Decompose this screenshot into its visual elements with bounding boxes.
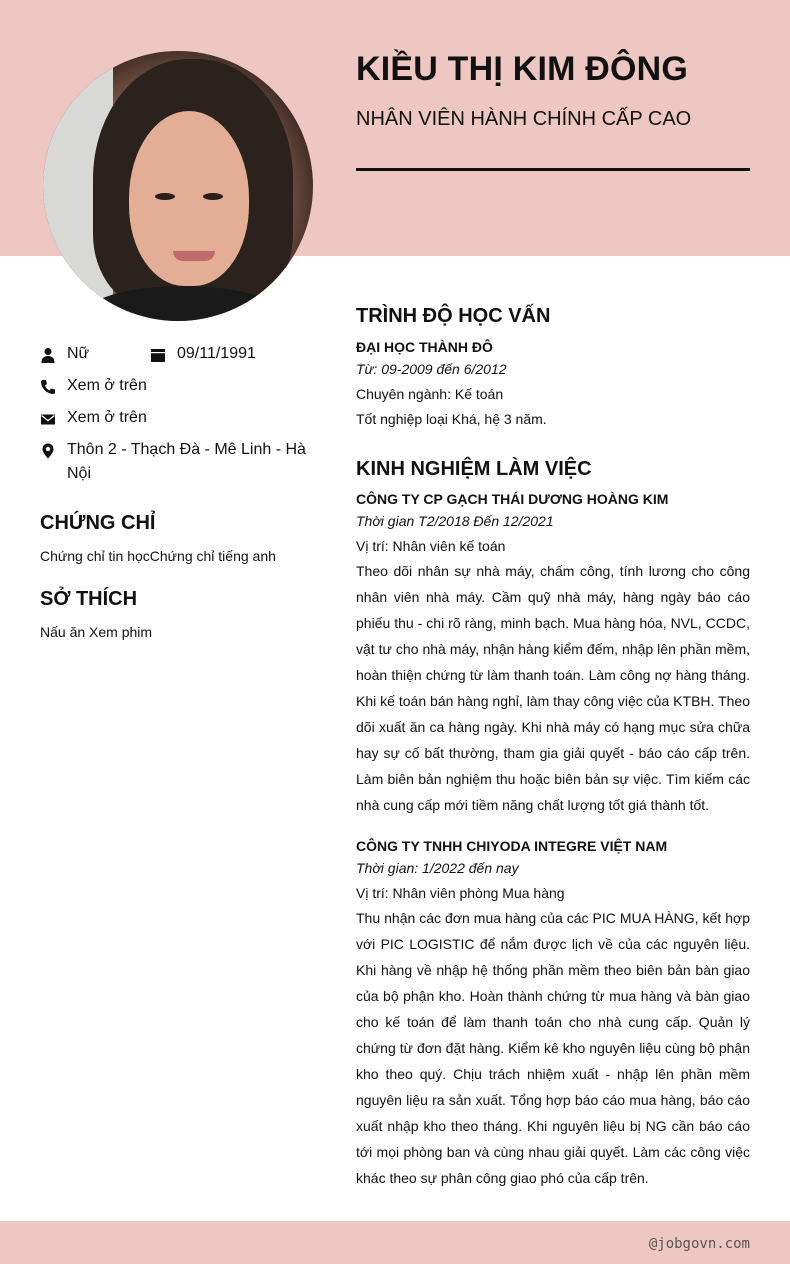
job-title: NHÂN VIÊN HÀNH CHÍNH CẤP CAO [356,108,692,130]
experience-section [356,458,750,1191]
calendar-icon [150,347,166,363]
education-heading: TRÌNH ĐỘ HỌC VẤN [356,305,551,327]
hobbies-text: Nấu ăn Xem phim [40,624,153,640]
education-period: Từ: 09-2009 đến 6/2012 [356,361,507,377]
phone-row [40,377,147,398]
footer-watermark: @jobgovn.com [648,1236,750,1252]
job-period: Thời gian: 1/2022 đến nay [356,860,519,876]
job-description: Theo dõi nhân sự nhà máy, chấm công, tính lương cho công nhân viên nhà máy. Cầm quỹ nhà máy, hàng ngày báo cáo phiếu thu - chi rõ ràng, minh bạch. Mua hàng hóa, NVL, CCDC, vật tư cho nhà máy, nhận hàng kiểm đếm, nhập lên phần mềm, hoàn thiện chứng từ làm thanh toán. Làm công nợ hàng tháng. Khi kế toán bán hàng nghỉ, làm thay công việc của KTBH. Theo dõi xuất ăn ca hàng ngày. Khi nhà máy có hạng mục sửa chữa hay sự cố bất thường, tham gia giải quyết - báo cáo cấp trên. Làm biên bản nghiệm thu hoặc biên bản sự việc. Tìm kiếm các nhà cung cấp mới tiềm năng chất lượng tốt giá thành tốt. [356,563,750,813]
birthdate-row [150,345,256,366]
address-value: Thôn 2 - Thạch Đà - Mê Linh - Hà Nội [67,441,306,482]
job-position: Vị trí: Nhân viên phòng Mua hàng [356,885,565,901]
email-row [40,409,147,430]
profile-photo [43,51,313,321]
address-row [40,441,310,486]
candidate-name: KIỀU THỊ KIM ĐÔNG [356,50,689,88]
hobbies-heading: SỞ THÍCH [40,588,138,610]
title-divider [356,168,750,171]
job-position: Vị trí: Nhân viên kế toán [356,538,506,554]
education-note: Tốt nghiệp loại Khá, hệ 3 năm. [356,411,547,427]
job-entry [356,838,750,1191]
education-section [356,305,750,427]
person-icon [40,347,56,363]
education-major: Chuyên ngành: Kế toán [356,386,504,402]
location-pin-icon [40,443,56,459]
email-icon [40,411,56,427]
job-description: Thu nhận các đơn mua hàng của các PIC MUA HÀNG, kết hợp với PIC LOGISTIC để nắm được lịch về của các nguyên liệu. Khi hàng về nhập hệ thống phần mềm theo biên bản bàn giao của bộ phận kho. Hoàn thành chứng từ mua hàng và bàn giao cho kế toán để làm thanh toán cho nhà cung cấp. Quản lý chứng từ đơn đặt hàng. Kiểm kê kho nguyên liệu cùng bộ phận kho theo quý. Chịu trách nhiệm xuất - nhập lên phần mềm nguyên liệu ra sản xuất. Tổng hợp báo cáo mua hàng, báo cáo xuất nhập kho theo tháng. Khi nguyên liệu bị NG cần báo cáo tới mọi phòng ban và cùng nhau giải quyết. Làm các công việc khác theo sự phân công giao phó của cấp trên. [356,910,750,1186]
email-value: Xem ở trên [67,409,147,426]
job-entry [356,491,750,818]
job-company: CÔNG TY CP GẠCH THÁI DƯƠNG HOÀNG KIM [356,491,669,507]
birthdate-value: 09/11/1991 [177,345,256,362]
job-company: CÔNG TY TNHH CHIYODA INTEGRE VIỆT NAM [356,838,668,854]
phone-icon [40,379,56,395]
experience-heading: KINH NGHIỆM LÀM VIỆC [356,458,592,480]
certificates-heading: CHỨNG CHỈ [40,512,156,534]
phone-value: Xem ở trên [67,377,147,394]
gender-row [40,345,89,366]
certificates-text: Chứng chỉ tin họcChứng chỉ tiếng anh [40,548,276,564]
school-name: ĐẠI HỌC THÀNH ĐÔ [356,339,493,355]
gender-value: Nữ [67,345,90,362]
job-period: Thời gian T2/2018 Đến 12/2021 [356,513,554,529]
